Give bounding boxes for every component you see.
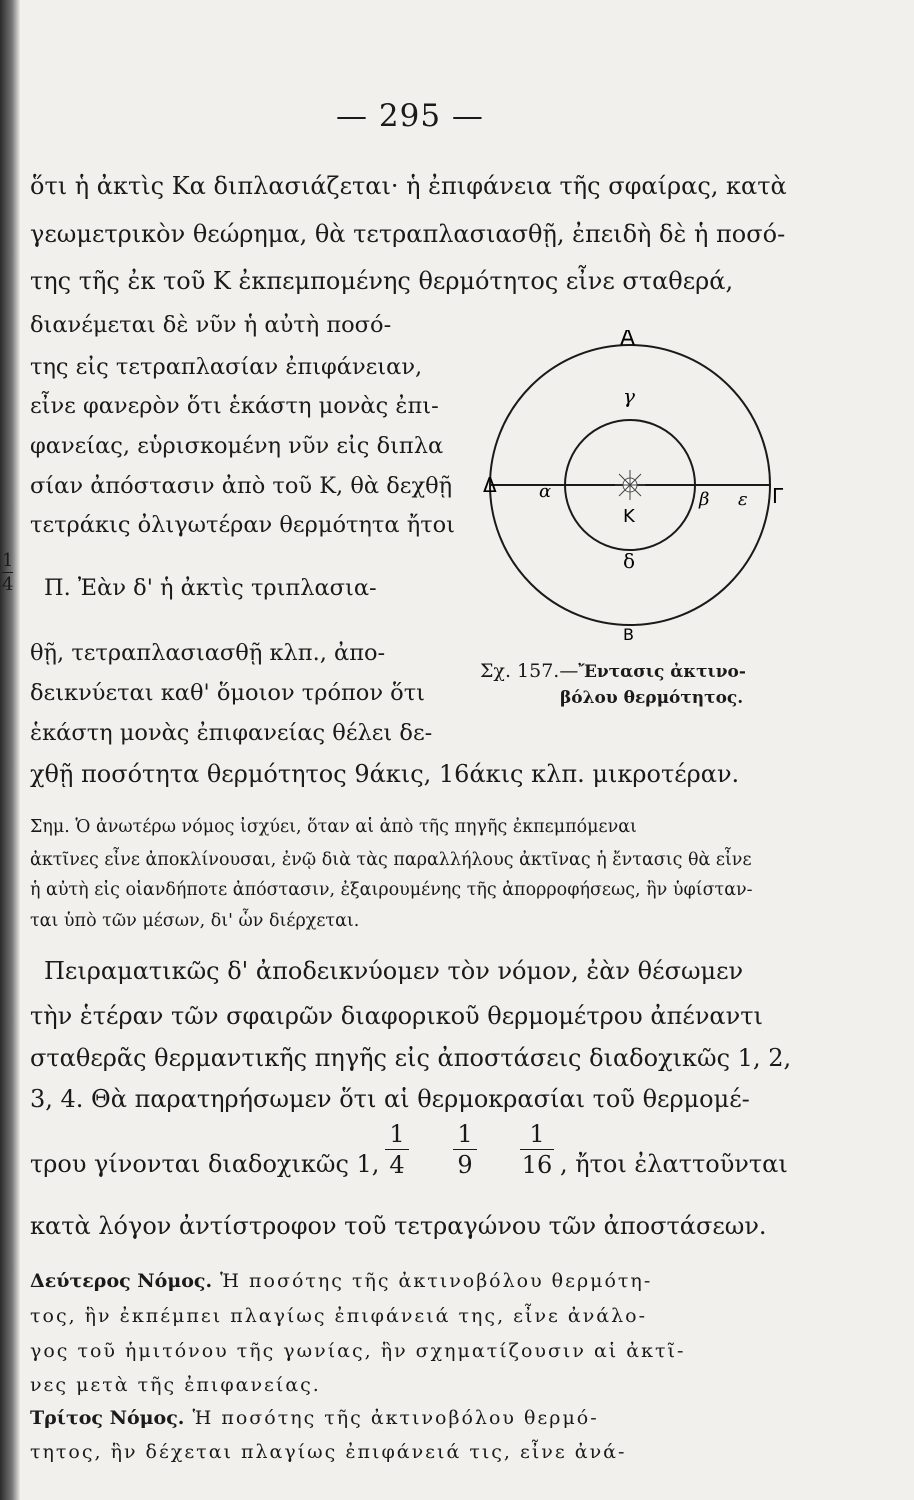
fraction: 1 16 — [521, 1120, 553, 1179]
text-line: τρου γίνονται διαδοχικῶς 1, — [30, 1150, 380, 1178]
law-3-first-line: Τρίτος Νόμος. Ἡ ποσότης τῆς ἀκτινοβόλου θερμό- — [30, 1407, 599, 1429]
text-line: νες μετὰ τῆς ἐπιφανείας. — [30, 1374, 321, 1396]
label-alpha: α — [539, 481, 552, 502]
text-line: τητος, ἣν δέχεται πλαγίως ἐπιφάνειά τις, εἶνε ἀνά- — [30, 1441, 627, 1463]
text-line: διανέμεται δὲ νῦν ἡ αὐτὴ ποσό- — [30, 312, 392, 338]
law-2-first-line: Δεύτερος Νόμος. Ἡ ποσότης τῆς ἀκτινοβόλου θερμότη- — [30, 1270, 653, 1292]
text-line: τὴν ἑτέραν τῶν σφαιρῶν διαφορικοῦ θερμομέτρου ἀπέναντι — [30, 1002, 763, 1030]
label-B: Β — [623, 625, 634, 644]
note-line: ἀκτῖνες εἶνε ἀποκλίνουσαι, ἐνῷ διὰ τὰς παραλλήλους ἀκτῖνας ἡ ἔντασις θὰ εἶνε — [30, 850, 752, 870]
figure-157-diagram — [480, 330, 800, 660]
text-line: , ἤτοι ἐλαττοῦνται — [560, 1150, 788, 1178]
text-line: ἑκάστη μονὰς ἐπιφανείας θέλει δε- — [30, 720, 433, 746]
label-beta: β — [699, 489, 710, 510]
law-3-title: Τρίτος Νόμος. — [30, 1407, 185, 1429]
label-D: Δ — [483, 473, 497, 497]
label-gamma: γ — [623, 384, 635, 408]
law-2-title: Δεύτερος Νόμος. — [30, 1270, 213, 1292]
heat-source-icon — [615, 470, 645, 500]
text-line: κατὰ λόγον ἀντίστροφον τοῦ τετραγώνου τῶν ἀποστάσεων. — [30, 1212, 767, 1240]
text-line: Π. Ἐὰν δ' ἡ ἀκτὶς τριπλασια- — [44, 575, 377, 601]
text-line: εἶνε φανερὸν ὅτι ἑκάστη μονὰς ἐπι- — [30, 393, 439, 419]
figure-caption-prefix: Σχ. 157.—Ἔντασις ἀκτινο- — [480, 660, 746, 682]
text-line: γεωμετρικὸν θεώρημα, θὰ τετραπλασιασθῇ, ἐπειδὴ δὲ ἡ ποσό- — [30, 220, 786, 248]
note-line: Σημ. Ὁ ἀνωτέρω νόμος ἰσχύει, ὅταν αἱ ἀπὸ τῆς πηγῆς ἐκπεμπόμεναι — [30, 817, 637, 837]
figure-caption-title: βόλου θερμότητος. — [560, 688, 744, 708]
text-line: τετράκις ὀλιγωτέραν θερμότητα ἤτοι — [30, 512, 456, 538]
text-line: 3, 4. Θὰ παρατηρήσωμεν ὅτι αἱ θερμοκρασίαι τοῦ θερμομέ- — [30, 1085, 750, 1113]
text-line: δεικνύεται καθ' ὅμοιον τρόπον ὅτι — [30, 680, 425, 706]
fraction: 1 4 — [385, 1120, 409, 1179]
note-line: ται ὑπὸ τῶν μέσων, δι' ὧν διέρχεται. — [30, 911, 360, 931]
fraction: 1 9 — [453, 1120, 477, 1179]
text-line: γος τοῦ ἡμιτόνου τῆς γωνίας, ἣν σχηματίζουσιν αἱ ἀκτῖ- — [30, 1340, 686, 1362]
label-G: Γ — [772, 484, 784, 508]
text-line: της εἰς τετραπλασίαν ἐπιφάνειαν, — [30, 354, 423, 380]
text-line: χθῇ ποσότητα θερμότητος 9άκις, 16άκις κλπ. μικροτέραν. — [30, 760, 740, 788]
page-binding-edge — [0, 0, 20, 1500]
margin-fraction: 1 4 — [2, 550, 14, 595]
text-line: σίαν ἀπόστασιν ἀπὸ τοῦ Κ, θὰ δεχθῇ — [30, 473, 453, 499]
text-line: Πειραματικῶς δ' ἀποδεικνύομεν τὸν νόμον, ἐὰν θέσωμεν — [44, 957, 744, 985]
note-line: ἡ αὐτὴ εἰς οἱανδήποτε ἀπόστασιν, ἐξαιρουμένης τῆς ἀπορροφήσεως, ἣν ὑφίσταν- — [30, 880, 753, 900]
text-line: της τῆς ἐκ τοῦ Κ ἐκπεμπομένης θερμότητος εἶνε σταθερά, — [30, 267, 734, 295]
label-K: Κ — [623, 506, 635, 527]
text-line: θῇ, τετραπλασιασθῇ κλπ., ἀπο- — [30, 640, 386, 666]
label-delta: δ — [623, 549, 636, 573]
text-line: ὅτι ἡ ἀκτὶς Κα διπλασιάζεται· ἡ ἐπιφάνεια τῆς σφαίρας, κατὰ — [30, 172, 787, 200]
label-A: Α — [620, 330, 636, 351]
text-line: φανείας, εὑρισκομένη νῦν εἰς διπλα — [30, 433, 444, 459]
label-epsilon: ε — [738, 489, 748, 510]
page-number: — 295 — — [336, 98, 484, 134]
text-line: σταθερᾶς θερμαντικῆς πηγῆς εἰς ἀποστάσεις διαδοχικῶς 1, 2, — [30, 1044, 792, 1072]
text-line: τος, ἣν ἐκπέμπει πλαγίως ἐπιφάνειά της, εἶνε ἀνάλο- — [30, 1305, 647, 1327]
